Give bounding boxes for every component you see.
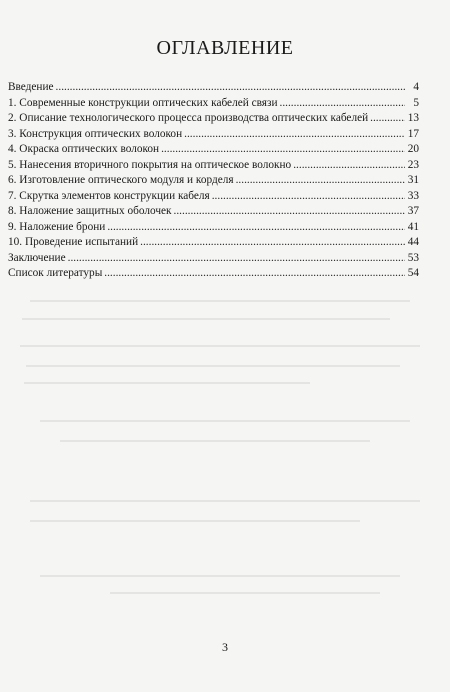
bleed-through-line: [30, 500, 420, 502]
toc-entry-label: 10. Проведение испытаний: [8, 236, 139, 248]
bleed-through-line: [40, 420, 410, 422]
toc-entry-page: 37: [407, 205, 419, 217]
toc-entry[interactable]: [8, 204, 419, 220]
bleed-through-line: [20, 345, 420, 347]
bleed-through-line: [24, 382, 310, 384]
toc-leader-dots: [370, 111, 405, 127]
toc-entry[interactable]: [8, 96, 419, 112]
bleed-through-line: [22, 318, 390, 320]
toc-entry-label: 3. Конструкция оптических волокон: [8, 127, 183, 140]
toc-entry-page: 17: [407, 127, 419, 140]
toc-entry-label: Список литературы: [8, 267, 103, 279]
toc-entry-label: Введение: [8, 81, 54, 93]
toc-entry-page: 33: [407, 189, 419, 202]
toc-entry[interactable]: [8, 80, 419, 96]
toc-entry[interactable]: [8, 127, 419, 143]
toc-entry-label: 1. Современные конструкции оптических кабелей связи: [8, 96, 278, 109]
bleed-through-line: [30, 520, 360, 522]
toc-entry-page: 54: [407, 267, 419, 279]
toc-entry-label: 5. Нанесения вторичного покрытия на оптическое волокно: [8, 158, 292, 171]
bleed-through-line: [110, 592, 380, 594]
toc-entry[interactable]: [8, 173, 419, 189]
toc-entry[interactable]: [8, 142, 419, 158]
toc-entry-label: 9. Наложение брони: [8, 220, 106, 233]
toc-leader-dots: [212, 189, 405, 205]
toc-entry-page: 5: [413, 96, 419, 109]
toc-entry[interactable]: [8, 158, 419, 174]
bleed-through-line: [60, 440, 370, 442]
page-title: ОГЛАВЛЕНИЕ: [156, 37, 294, 59]
toc-leader-dots: [184, 127, 405, 143]
toc-entry-page: 23: [407, 158, 419, 171]
toc-entry-page: 4: [413, 81, 419, 93]
toc-leader-dots: [161, 142, 405, 158]
toc-leader-dots: [280, 96, 406, 112]
toc-leader-dots: [68, 251, 405, 267]
bleed-through-line: [30, 300, 410, 302]
toc-entry-page: 13: [407, 112, 419, 124]
toc-leader-dots: [174, 204, 405, 220]
toc-leader-dots: [56, 80, 405, 96]
toc-entry-page: 53: [407, 251, 419, 264]
toc-entry[interactable]: [8, 189, 419, 205]
table-of-contents: [8, 80, 419, 282]
toc-entry-page: 41: [407, 220, 419, 233]
toc-entry-page: 44: [407, 236, 419, 248]
toc-entry-label: 8. Наложение защитных оболочек: [8, 205, 172, 217]
toc-leader-dots: [107, 220, 405, 236]
toc-entry-page: 20: [407, 143, 419, 155]
bleed-through-line: [26, 365, 400, 367]
toc-entry[interactable]: [8, 235, 419, 251]
toc-leader-dots: [104, 266, 405, 282]
toc-entry-label: 2. Описание технологического процесса производства оптических кабелей: [8, 112, 369, 124]
toc-entry-label: 7. Скрутка элементов конструкции кабеля: [8, 189, 210, 202]
toc-entry[interactable]: [8, 251, 419, 267]
toc-leader-dots: [293, 158, 405, 174]
toc-entry-label: 6. Изготовление оптического модуля и корделя: [8, 174, 234, 186]
toc-entry-page: 31: [407, 174, 419, 186]
toc-leader-dots: [236, 173, 405, 189]
toc-entry[interactable]: [8, 220, 419, 236]
page-number: 3: [222, 640, 228, 654]
toc-entry[interactable]: [8, 111, 419, 127]
toc-entry-label: 4. Окраска оптических волокон: [8, 143, 160, 155]
toc-leader-dots: [140, 235, 405, 251]
bleed-through-line: [40, 575, 400, 577]
toc-entry-label: Заключение: [8, 251, 66, 264]
toc-entry[interactable]: [8, 266, 419, 282]
